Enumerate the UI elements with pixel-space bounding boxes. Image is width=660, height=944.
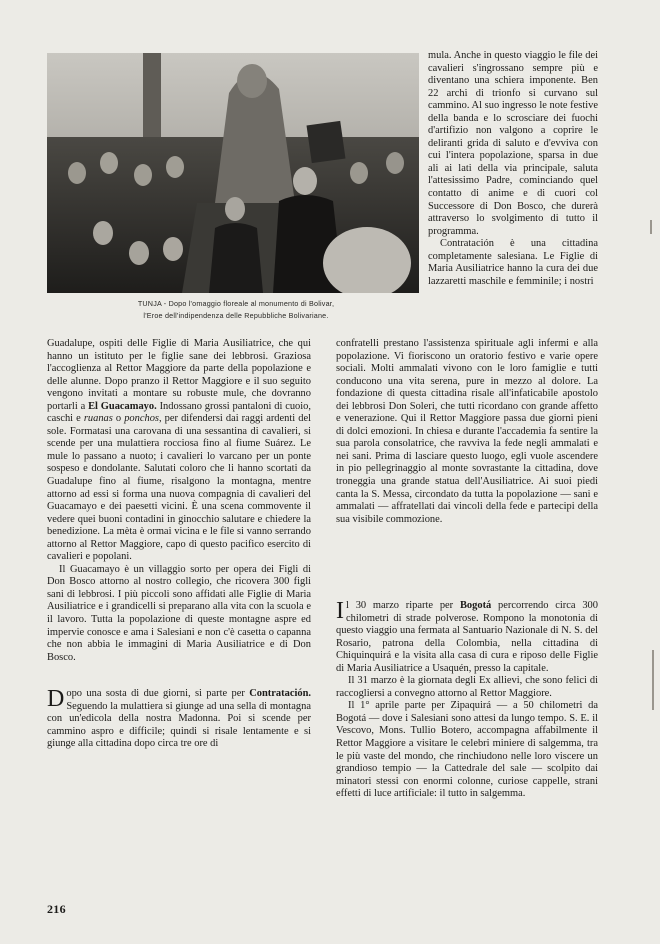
text-column-upper-right [428, 50, 598, 288]
section-gap [47, 664, 311, 688]
caption-line-2: l'Eroe dell'indipendenza delle Repubbliche Bolivariane. [143, 311, 329, 320]
caption-line-1: TUNJA - Dopo l'omaggio floreale al monumento di Bolivar, [137, 299, 335, 308]
margin-mark [652, 650, 654, 710]
page-number: 216 [47, 902, 66, 916]
photo-illustration [47, 53, 419, 293]
text-column-left [47, 338, 311, 751]
paragraph: Il 31 marzo è la giornata degli Ex allievi, che sono felici di raccogliersi a convegno attorno al Rettor Maggiore. [336, 675, 598, 699]
paragraph: Guadalupe, ospiti delle Figlie di Maria Ausiliatrice, che qui hanno un istituto per le figlie sane dei lebbrosi. Graziosa l'accoglienza al Rettor Maggiore da parte della popolazione e delle alunne. Dopo pranzo il Rettor Maggiore e il suo seguito vengono invitati a montare su robuste mule, che dovranno portarli a El Guacamayo. Indossano grossi pantaloni di cuoio, caschi e ruanas o ponchos, per difendersi dai raggi ardenti del sole. Formatasi una carovana di una sessantina di cavalieri, si scende per una mulattiera rocciosa fino al fiume Suárez. Le mule lo passano a nuoto; i cavalieri lo varcano per un ponte sospeso e dondolante. Salutati coloro che li hanno scortati da Guadalupe fino al fiume, risalgono la montagna, mentre attorno ad essi si forma una nuova compagnia di cavalieri del Guacamayo e dei paesetti vicini. È una scena commovente il vedere quei buoni contadini in ginocchio salutare e chiedere la benedizione. La mèta è ormai vicina e le file si vanno serrando attorno al Rettor Maggiore, capo di questo pacifico esercito di cavalieri e popolani. [47, 338, 311, 563]
paragraph: Contratación è una cittadina completamente salesiana. Le Figlie di Maria Ausiliatrice hanno la cura dei due lazzaretti maschile e femminile; i nostri [428, 238, 598, 287]
monument-photo [47, 53, 419, 293]
paragraph: Il 30 marzo riparte per Bogotá percorrendo circa 300 chilometri di strade polverose. Rompono la monotonia di questo viaggio una fermata al Santuario Nazionale di N. S. del Rosario, patrona della Colombia, nella cittadina di Chiquinquirá e la visita alla casa di cura e riposo delle Figlie di Maria Ausiliatrice a Usaquén, presso la capitale. [336, 598, 598, 674]
paragraph: Il Guacamayo è un villaggio sorto per opera dei Figli di Don Bosco attorno al nostro collegio, che ricovera 300 figli sani di lebbrosi. I più piccoli sono affidati alle Figlie di Maria Ausiliatrice e i grandicelli si preparano alla vita con la scuola e il lavoro. Tutta la popolazione di queste montagne aspre ed impervie conosce e ama i Salesiani e non c'è casetta o capanna che non abbia le immagini di Maria Ausiliatrice e di Don Bosco. [47, 563, 311, 663]
drop-cap: D [47, 686, 65, 713]
text-column-right [336, 338, 598, 526]
paragraph: confratelli prestano l'assistenza spirituale agli infermi e alla popolazione. Vi fioriscono un oratorio festivo e varie opere sociali. Molti ammalati vivono con le loro famiglie e tutti conducono una vita serena, pure in mezzo al dolore. La fondazione di questa cittadina risale all'infaticabile apostolo dei lebbrosi Don Soleri, che tutti ricordano con grande affetto e venerazione. Qui il Rettor Maggiore passa due giorni pieni di dolci emozioni. In chiesa e durante l'accademia fa sentire la sua parola consolatrice, che ravviva la fede negli ammalati e nei sani. Prima di lasciare questo luogo, egli vuole ascendere in pio pellegrinaggio al monte sovrastante la cittadina, dove troneggia una grande statua dell'Ausiliatrice. Ai suoi piedi canta la S. Messa, circondato da tutta la popolazione — sani e ammalati — affratellati dai vincoli della fede e partecipi della sua visibile commozione. [336, 338, 598, 525]
place-name: El Guacamayo. [88, 400, 157, 412]
margin-mark [650, 220, 652, 234]
photo-caption [66, 298, 406, 322]
paragraph: Il 1° aprile parte per Zipaquirá — a 50 chilometri da Bogotá — dove i Salesiani sono attesi da lungo tempo. S. E. il Vescovo, Mons. Tullio Botero, accompagna affabilmente il Rettor Maggiore a visitare le celebri miniere di salgemma, tra le più vaste del mondo, che rinchiudono nelle loro viscere un grandioso tempio — la Cattedrale del sale — scolpito dai minatori stessi con enormi colonne, curiose cappelle, strani effetti di luce artificiale: il tutto in salgemma. [336, 700, 598, 800]
paragraph: mula. Anche in questo viaggio le file dei cavalieri s'ingrossano sempre più e diventano una schiera imponente. Ben 22 archi di trionfo si curvano sul cammino. Al suo ingresso le note festive della banda e lo scrosciare dei fuochi d'artifizio non valgono a coprire le deliranti grida di saluto e d'evviva con cui l'intera popolazione, sparsa in due ali ai lati della via principale, saluta l'attesissimo Padre, cominciando quel contatto di anime e di cuori col Successore di Don Bosco, che durerà attraverso lo svolgimento di tutto il programma. [428, 50, 598, 237]
text-column-lower-right [336, 600, 598, 801]
place-name: Contratación. [249, 688, 311, 700]
place-name: Bogotá [459, 600, 492, 611]
drop-cap: I [336, 598, 344, 624]
paragraph: Dopo una sosta di due giorni, si parte per Contratación. Seguendo la mulattiera si giunge ad una sella di montagna con un'edicola della nostra Madonna. Poi si scende per cammino aspro e difficile; quindi si risale lentamente e si giunge alla cittadina dopo circa tre ore di [47, 686, 311, 750]
